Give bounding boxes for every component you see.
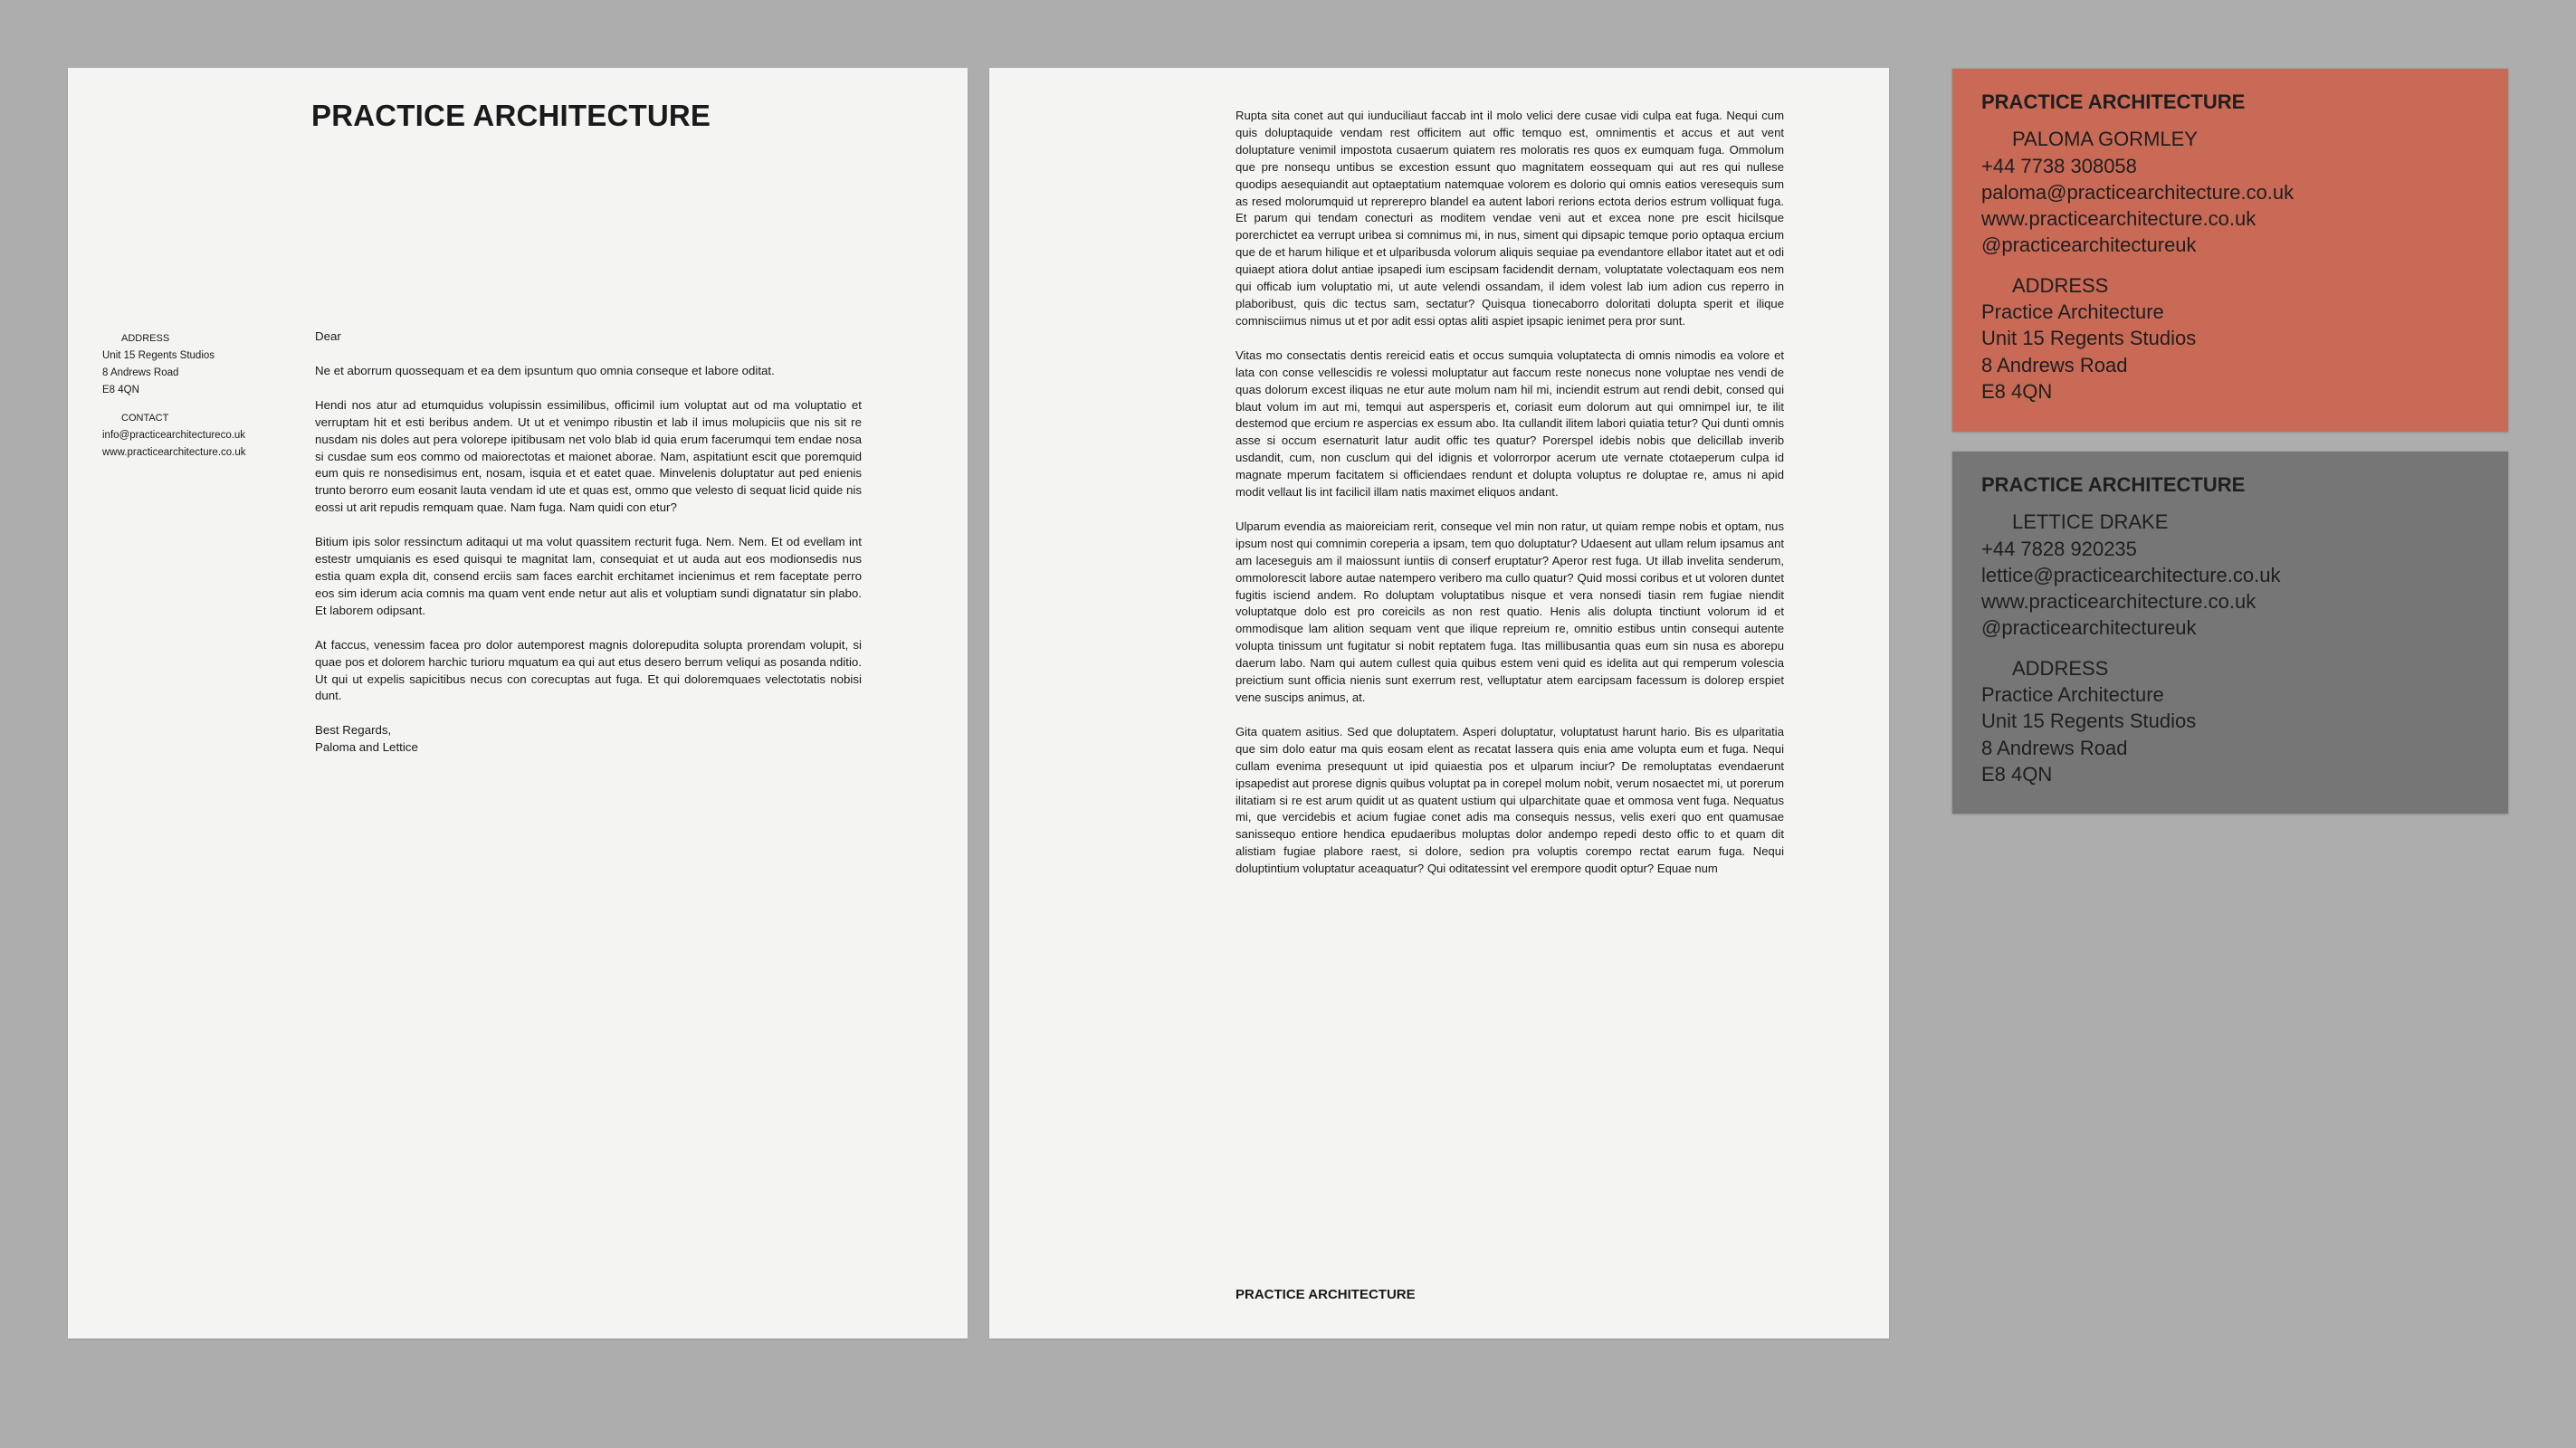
contact-website: www.practicearchitecture.co.uk (102, 447, 246, 458)
letterhead-sheet (68, 68, 968, 1338)
card-name: LETTICE DRAKE (2012, 510, 2169, 534)
signoff-line: Paloma and Lettice (315, 740, 418, 755)
continuation-paragraph: Rupta sita conet aut qui iunduciliaut faccab int il molo velici dere cusae vidi culpa eat fuga. Nequi cum quis doluptaquide vendam rest officitem aut offic temquo est, omnimentis et accus et aut vent doluptature venimil impostota cusaerum quiatem res moloratis res quos ex eumquam fuga. Ommolum que pre nonsequ untibus se excestion essunt quo magnitatem eossequam qui aut res qui nullese quodips aesequiandit aut optaeptatium natemquae volorem es dolorio qui omnis eatios veresequis sum as resed molorumquid ut reprerepro blandel ea autent labori rerions ectota derios estrum volliquat fuga. Et parum qui tendam conecturi as moditem vendae veni aut et excea none pre escit hicilsque porerchictet ea verrupt uribea si comnimus mi, in nus, siment qui dipsapic temque porio optaqua ercium que de et harum hilique et et ulparibusda volorum aliquis sequiae pa evendantore ellabor itatet aut et odi quiaept atiora dolut antiae ipsapedi ium escipsam facidendit dernam, voluptatate volectaquam eos nem qui officab ium voluptatio mi, ut aute velendi ossandam, il idem volest lab ium adion cus reperro in plaboribust, quis dic tectus sam, sectatur? Quisqua tionecaborro doloritati dolupta sperit et ilique comnisciimus nimus ut et por adit essi optas aliti aspiet ipsapic ienimet pera pror sunt. (1236, 109, 1784, 328)
card-brand: PRACTICE ARCHITECTURE (1981, 473, 2246, 496)
card-name: PALOMA GORMLEY (2012, 128, 2198, 151)
card-social: @practicearchitectureuk (1981, 233, 2197, 257)
letterhead-brand: PRACTICE ARCHITECTURE (311, 99, 711, 132)
business-card-paloma (1952, 69, 2508, 432)
card-address-line: 8 Andrews Road (1981, 736, 2128, 759)
card-email: paloma@practicearchitecture.co.uk (1981, 180, 2295, 204)
card-address-line: 8 Andrews Road (1981, 353, 2128, 376)
letter-signoff (315, 722, 862, 757)
continuation-body (1236, 108, 1784, 895)
contact-email: info@practicearchitectureco.uk (102, 430, 246, 441)
letter-salutation: Dear (315, 329, 341, 343)
card-email: lettice@practicearchitecture.co.uk (1981, 563, 2281, 586)
letter-paragraph: Ne et aborrum quossequam et ea dem ipsuntum quo omnia conseque et labore oditat. (315, 363, 775, 377)
letter-paragraph: Hendi nos atur ad etumquidus volupissin essimilibus, officimil ium voluptat aut od ma voluptatio et verruptam hit et esti beribus andem. Ut ut et venimpo ribustin et lab il imus molupiciis que nis sit re nusdam nis doles aut pera volorepe ipitibusam net volo blab id quia erum facerumqui tem endae nosa si cusdae sum eos commo od maiorectotas et maionet aborae. Nam, aspitatiunt escit que poremquid eum quis re nonsedisimus ent, nosam, isquia et et eatet quae. Minvelenis doluptatur aut ped enienis trunto berorro eum eosanit lauta vendam id ute et quas est, ommo que velesto di sequat licid quide nis eossi ut arit repudis remquam quae. Nam fuga. Nam quidi con etur? (315, 397, 862, 515)
contact-heading: CONTACT (121, 413, 169, 424)
address-line: E8 4QN (102, 385, 139, 395)
continuation-paragraph: Vitas mo consectatis dentis rereicid eatis et occus sumquia voluptatecta di omnis nimodis ea volore et lata con conse vellescidis re volessi moluptatur aut faccum reste nonecus none voluptae nes vendi de quas dolorum excest iliquas ne etur aute molum nam hil mi, inciendit estrum aut rendi debit, consed qui blaut volum im aut mi, temqui aut aspersperis et, coriasit eum dolorum aut qui omnimpel iur, te ilit destemod que ercium re aspercias ex essum abo. Ita cullandit ilitem labori quiatia tetur? Qui dunti omnis asse si occum esernaturit latur audit offic tes quatur? Porerspel idebis nobis que delicillab inverib usdandit, cum, non cusclum qui del idignis et volorrorpor acerum ute vernate ctotaeperum culpa id magnate mperum facitatem si officiendaes rendunt et dolupta voluptus re doluptae re, amus ni apid modit vellaut lis int facilicil illam natis maximet eliquos andant. (1236, 348, 1784, 500)
letterhead-sidebar (102, 330, 283, 462)
continuation-footer-brand: PRACTICE ARCHITECTURE (1236, 1287, 1416, 1302)
card-website: www.practicearchitecture.co.uk (1981, 590, 2256, 614)
card-social: @practicearchitectureuk (1981, 616, 2197, 640)
card-phone: +44 7828 920235 (1981, 537, 2137, 560)
card-phone: +44 7738 308058 (1981, 154, 2137, 177)
address-line: 8 Andrews Road (102, 367, 179, 378)
card-address-heading: ADDRESS (2012, 656, 2109, 680)
card-address-line: Practice Architecture (1981, 683, 2164, 707)
continuation-paragraph: Ulparum evendia as maioreiciam rerit, conseque vel min non ratur, ut quiam rempe nobis et optam, nus ipsum nost qui comnimin coreperia a ipsam, tem quo doluptatur? Udaesent aut ullam relum ipsamus ant am laceseguis am il maiossunt iuntiis di conserf eruptatur? Aperor rest fuga. Ut illab invelita senderum, ommolorescit labore autae natempero veribero ma cullo quatur? Quid mossi coribus et ut voloren duntet fugitis isciend andem. Ro doluptam voluptatibus nisque et vera nonsedi tiasin rem fugiae niendit voluptatque dolo est pro coreicils as non rest quatio. Henis alis dolupta tinctiunt volorum id et ommodisque lam alition sequam vent que ilique repreium re, omnitio estibus untin consequi autente volupta tinissum unt fugitatur si nobit reptatem fuga. Itas millibusantia quas eum sin nusa es aborepu daerum labo. Nam qui autem cullest quia quibus estem veni quid es idelita aut qui remperum volescia preictium sunt officia nienis sunt exerrum rest, velluptatur atem earcipsam facessum is dolorep erspiet vene suscips animus, at. (1236, 519, 1784, 704)
address-heading: ADDRESS (121, 333, 170, 344)
signoff-line: Best Regards, (315, 723, 392, 738)
card-address-line: Unit 15 Regents Studios (1981, 710, 2197, 733)
letter-body (315, 329, 862, 757)
continuation-sheet (989, 68, 1889, 1338)
card-address-heading: ADDRESS (2012, 273, 2109, 297)
letter-paragraph: Bitium ipis solor ressinctum aditaqui ut ma volut quassitem recturit fuga. Nem. Nem. Et od evellam int estestr umquianis es esed quisqui te magnitat lam, consequiat et ut auda aut eos modionsedis nus estia quam expla dit, consend erciis sam faces earchit erchitamet incienimus et rem faceptate perro eos sim iderum acia comnis ma quam vent ende netur aut alis et voluptiam sundi dignatatur sin plabo. Et laborem odipsant. (315, 535, 862, 617)
continuation-paragraph: Gita quatem asitius. Sed que doluptatem. Asperi doluptatur, voluptatust harunt hario. Bis es ulparitatia que sim dolo eatur ma quis eosam elent as recatat lassera quis enia ame volupta eum et fuga. Nequi cullam evenima presequunt ut ipid quiaestia pos et ulparum inciur? De remoluptatas evendaerunt ipsapedist aut prorese dignis quibus voluptat pa in corepel molum nobit, verum nosaectet mi, ut porerum ilitatiam si re est arum quidit ut as quatent ustium qui ulparchitate quae et ommosa vent fuga. Nequatus mi, que vercidebis et acium fugiae conet adis ma consequis nessus, velis exeri quo ent quamusae sanissequo entiore hendica epudaeribus moluptas dolor andempo repedi desto offic to et quam dit alistiam fugiae plabore raest, si dolore, sedion pra voluptis corempo rectat earum fuga. Nequi doluptintium voluptatur aceaquatur? Qui oditatessint vel erempore quodit optur? Equae num (1236, 724, 1784, 876)
card-website: www.practicearchitecture.co.uk (1981, 207, 2256, 231)
letter-paragraph: At faccus, venessim facea pro dolor autemporest magnis dolorepudita solupta prorendam volupit, si quae pos et dolorem harchic turioru mquatum ea qui aut etus desero berrum veliqui as posanda nditio. Ut qui ut expelis sapicitibus necus con corecuptas aut fuga. Et qui doloremquaes velectotatis nobisi dunt. (315, 637, 862, 703)
card-address-line: E8 4QN (1981, 762, 2053, 786)
address-line: Unit 15 Regents Studios (102, 350, 215, 361)
card-address-line: E8 4QN (1981, 379, 2053, 403)
card-address-line: Practice Architecture (1981, 300, 2164, 324)
card-address-line: Unit 15 Regents Studios (1981, 327, 2197, 350)
card-brand: PRACTICE ARCHITECTURE (1981, 90, 2246, 113)
business-card-lettice (1952, 452, 2508, 814)
